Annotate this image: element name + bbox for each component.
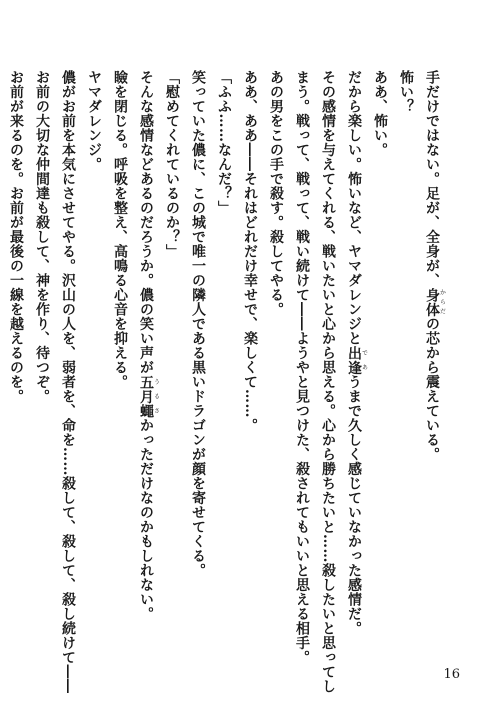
text-segment: ヤマダレンジ。 — [86, 70, 102, 172]
text-line — [3, 70, 29, 630]
text-line — [29, 70, 55, 630]
vertical-text-body — [0, 70, 446, 694]
text-line — [263, 70, 289, 630]
text-line — [341, 70, 368, 636]
text-segment: だから楽しい。怖いなど、ヤマダレンジと — [346, 70, 362, 346]
text-segment: ああ、ああ――それはどれだけ幸せで、楽しくて……。 — [242, 70, 258, 433]
text-segment: 怖い？ — [398, 70, 414, 114]
text-line — [159, 70, 185, 630]
text-segment: ああ、怖い。 — [372, 70, 388, 157]
text-segment: そんな感情などあるのだろうか。儂の笑い声が — [138, 70, 154, 375]
page-number: 16 — [443, 667, 460, 682]
text-line — [211, 70, 237, 630]
text-line — [315, 70, 341, 694]
text-segment: 「ふふ……なんだ？」 — [216, 70, 232, 215]
ruby-annotation: 出逢であ — [346, 345, 368, 375]
text-line — [55, 70, 81, 694]
text-line — [81, 70, 107, 630]
text-segment: 瞼を閉じる。呼吸を整え、高鳴る心音を抑える。 — [112, 70, 128, 389]
text-line — [107, 70, 133, 630]
text-segment: 儂がお前を本気にさせてやる。沢山の人を、弱者を、命を……殺して、殺して、殺し続けて―― — [60, 70, 76, 694]
text-segment: 笑っていた儂に、この城で唯一の隣人である黒いドラゴンが顔を寄せてくる。 — [190, 70, 206, 578]
text-line — [367, 70, 393, 630]
text-segment: の芯から震えている。 — [424, 316, 440, 462]
ruby-annotation: 身体からだ — [424, 287, 446, 317]
text-line — [0, 70, 3, 630]
text-segment: かっただけなのかもしれない。 — [138, 418, 154, 621]
text-line — [185, 70, 211, 630]
text-line — [237, 70, 263, 630]
text-line — [289, 70, 315, 665]
text-segment: お前の大切な仲間達も殺して、神を作り、待つぞ。 — [34, 70, 50, 404]
text-line — [419, 70, 445, 630]
text-segment: 手だけではない。足が、全身が、 — [424, 70, 440, 288]
text-segment: あの男をこの手で殺す。殺してやる。 — [268, 70, 284, 317]
text-segment: お前が来るのを。お前が最後の一線を越えるのを。 — [8, 70, 24, 404]
text-segment: 「慰めてくれているのか？」 — [164, 70, 180, 259]
text-segment: まう。戦って、戦って、戦い続けて――ようやと見つけた、殺されてもいいと思える相手。 — [294, 70, 310, 665]
text-segment: うまで久しく感じていなかった感情だ。 — [346, 374, 362, 636]
text-segment: その感情を与えてくれる、戦いたいと心から思える。心から勝ちたいと……殺したいと思ってし — [320, 70, 336, 694]
text-line — [393, 70, 419, 630]
text-line — [133, 70, 159, 630]
ruby-annotation: 五月蠅うるさ — [138, 374, 160, 418]
